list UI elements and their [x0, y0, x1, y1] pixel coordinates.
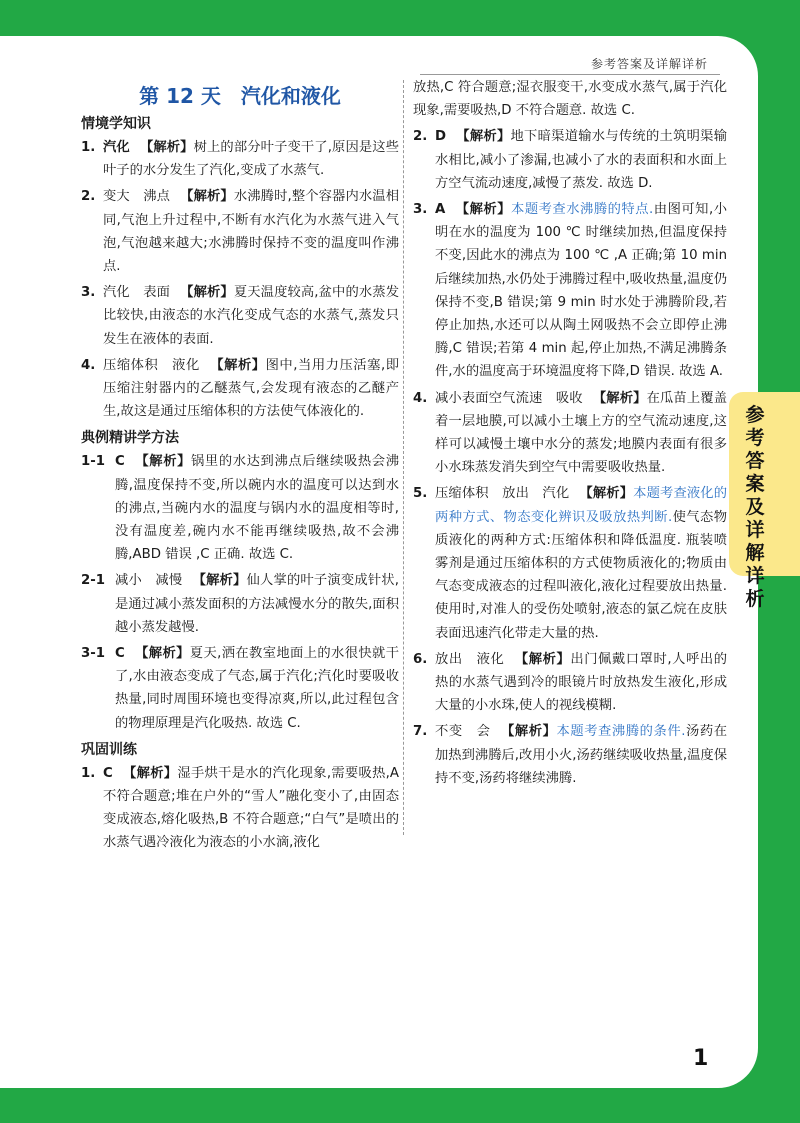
answer-item — [81, 569, 399, 639]
item-text: 夏天温度较高,盆中的水蒸发比较快,由液态的水汽化变成气态的水蒸气,蒸发只发生在液体的表面. — [103, 285, 399, 347]
item-text: 由图可知,小明在水的温度为 100 ℃ 时继续加热,但温度保持不变,因此水的沸点为 100 ℃ ,A 正确;第 10 min 后继续加热,水仍处于沸腾过程中,吸收热量,温度仍保持不变,B 错误;第 9 min 时水处于沸腾阶段,若停止加热,水还可以从陶土网吸热不会立即停止沸腾,C 错误;若第 4 min 起,停止加热,不满足沸腾条件,水的温度高于环境温度将下降,D 错误. 故选 A. — [435, 202, 728, 380]
answer-item — [413, 387, 727, 480]
item-text: 使气态物质液化的两种方式:压缩体积和降低温度. 瓶装喷雾剂是通过压缩体积的方式使物质液化的;物质由气态变成液态的过程叫液化,液化过程要放出热量. 使用时,对准人的受伤处喷射,液态的氯乙烷在皮肤表面迅速汽化带走大量的热. — [435, 509, 727, 641]
item-number: 2. — [413, 129, 428, 145]
analysis-tag: 【解析】 — [180, 189, 234, 205]
analysis-tag: 【解析】 — [139, 140, 194, 155]
right-column — [413, 76, 727, 793]
item-highlight: 本题考查液化的两种方式、物态变化辨识及吸放热判断. — [435, 486, 728, 525]
item-number: 1. — [81, 140, 96, 155]
answer-item — [413, 482, 727, 644]
analysis-tag: 【解析】 — [134, 454, 192, 470]
item-answer: D — [435, 129, 447, 145]
section-heading: 典例精讲学方法 — [81, 430, 179, 447]
analysis-tag: 【解析】 — [134, 646, 190, 662]
item-text: 图中,当用力压活塞,即压缩注射器内的乙醚蒸气,会发现有液态的乙醚产生,故这是通过压缩体积的方法使气体液化的. — [103, 357, 400, 420]
item-number: 3-1 — [81, 646, 106, 662]
item-number: 6. — [413, 651, 428, 667]
item-answer: A — [435, 202, 446, 218]
analysis-tag: 【解析】 — [592, 390, 647, 406]
item-text: 出门佩戴口罩时,人呼出的热的水蒸气遇到冷的眼镜片时放热发生液化,形成大量的小水珠,使人的视线模糊. — [435, 651, 728, 714]
item-number: 3. — [81, 285, 96, 301]
item-answer: 减小 减慢 — [115, 573, 183, 589]
item-text: 锅里的水达到沸点后继续吸热会沸腾,温度保持不变,所以碗内水的温度可以达到水的沸点,当碗内水的温度与锅内水的温度相等时,没有温度差,碗内水不能再继续吸热,故不会沸腾,ABD 错误 ,C 正确. 故选 C. — [115, 454, 400, 563]
left-column — [81, 80, 399, 858]
analysis-tag: 【解析】 — [579, 486, 634, 502]
item-text: 水沸腾时,整个容器内水温相同,气泡上升过程中,不断有水汽化为水蒸气进入气泡,气泡越来越大;水沸腾时保持不变的温度叫作沸点. — [103, 189, 399, 275]
continued-text: 放热,C 符合题意;湿衣服变干,水变成水蒸气,属于汽化现象,需要吸热,D 不符合题意. 故选 C. — [413, 80, 727, 119]
item-text: 湿手烘干是水的汽化现象,需要吸热,A 不符合题意;堆在户外的“雪人”融化变小了,由固态变成液态,熔化吸热,B 不符合题意;“白气”是喷出的水蒸气遇冷液化为液态的小水滴,液化 — [103, 765, 399, 851]
item-answer: 减小表面空气流速 吸收 — [435, 390, 583, 406]
analysis-tag: 【解析】 — [456, 129, 511, 145]
item-answer: 汽化 表面 — [103, 285, 171, 301]
item-answer: C — [103, 765, 113, 781]
item-answer: C — [115, 454, 125, 470]
answer-item — [81, 642, 399, 735]
item-answer: 压缩体积 液化 — [103, 357, 200, 373]
item-text: 汤药在加热到沸腾后,改用小火,汤药继续吸收热量,温度保持不变,汤药将继续沸腾. — [435, 724, 728, 786]
item-number: 4. — [81, 357, 96, 373]
side-tab — [729, 392, 800, 610]
answer-item — [81, 450, 399, 566]
side-tab-label: 参考答案及详解详析 — [745, 404, 765, 610]
item-answer: 汽化 — [103, 140, 130, 155]
item-text: 在瓜苗上覆盖着一层地膜,可以减小土壤上方的空气流动速度,这样可以减慢土壤中水分的蒸发;地膜内表面有很多小水珠蒸发消失到空气中需要吸收热量. — [435, 390, 728, 476]
answer-item — [81, 762, 399, 855]
item-text: 树上的部分叶子变干了,原因是这些叶子的水分发生了汽化,变成了水蒸气. — [103, 140, 399, 179]
answer-item — [413, 125, 727, 195]
item-answer: C — [115, 646, 125, 662]
item-number: 5. — [413, 486, 428, 502]
answer-item — [413, 648, 727, 718]
item-number: 4. — [413, 390, 428, 406]
analysis-tag: 【解析】 — [192, 573, 247, 589]
answer-item — [81, 185, 399, 278]
answer-item — [81, 136, 399, 182]
answer-item — [413, 720, 727, 790]
item-text: 仙人掌的叶子演变成针状,是通过减小蒸发面积的方法减慢水分的散失,面积越小蒸发越慢. — [115, 573, 400, 635]
analysis-tag: 【解析】 — [514, 651, 571, 667]
analysis-tag: 【解析】 — [180, 285, 234, 301]
analysis-tag: 【解析】 — [122, 765, 178, 781]
section-heading: 情境学知识 — [81, 116, 151, 132]
page-number: 1 — [693, 1046, 709, 1071]
section-heading: 巩固训练 — [81, 741, 137, 758]
item-answer: 不变 会 — [435, 724, 491, 740]
item-text: 地下暗渠道输水与传统的土筑明渠输水相比,减小了渗漏,也减小了水的表面积和水面上方空气流动速度,减慢了蒸发. 故选 D. — [435, 129, 728, 191]
item-number: 1. — [81, 765, 96, 781]
item-number: 2. — [81, 189, 96, 205]
item-number: 7. — [413, 724, 428, 740]
analysis-tag: 【解析】 — [455, 202, 512, 218]
item-answer: 压缩体积 放出 汽化 — [435, 486, 570, 502]
answer-item — [81, 281, 399, 351]
analysis-tag: 【解析】 — [500, 724, 557, 740]
answer-item — [81, 354, 399, 424]
item-number: 2-1 — [81, 573, 106, 589]
column-divider — [403, 80, 404, 835]
item-number: 3. — [413, 202, 428, 218]
running-header: 参考答案及详解详析 — [590, 57, 708, 71]
item-answer: 放出 液化 — [435, 651, 505, 667]
header-rule — [420, 74, 720, 75]
item-answer: 变大 沸点 — [103, 189, 171, 205]
answer-item — [413, 198, 727, 384]
item-number: 1-1 — [81, 454, 106, 470]
item-highlight: 本题考查水沸腾的特点. — [511, 202, 654, 218]
item-highlight: 本题考查沸腾的条件. — [556, 724, 686, 740]
page-title: 第 12 天 汽化和液化 — [139, 84, 341, 108]
analysis-tag: 【解析】 — [209, 357, 266, 373]
item-text: 夏天,洒在教室地面上的水很快就干了,水由液态变成了气态,属于汽化;汽化时要吸收热量,同时周围环境也变得凉爽,所以,此过程包含的物理原理是汽化吸热. 故选 C. — [115, 646, 399, 731]
